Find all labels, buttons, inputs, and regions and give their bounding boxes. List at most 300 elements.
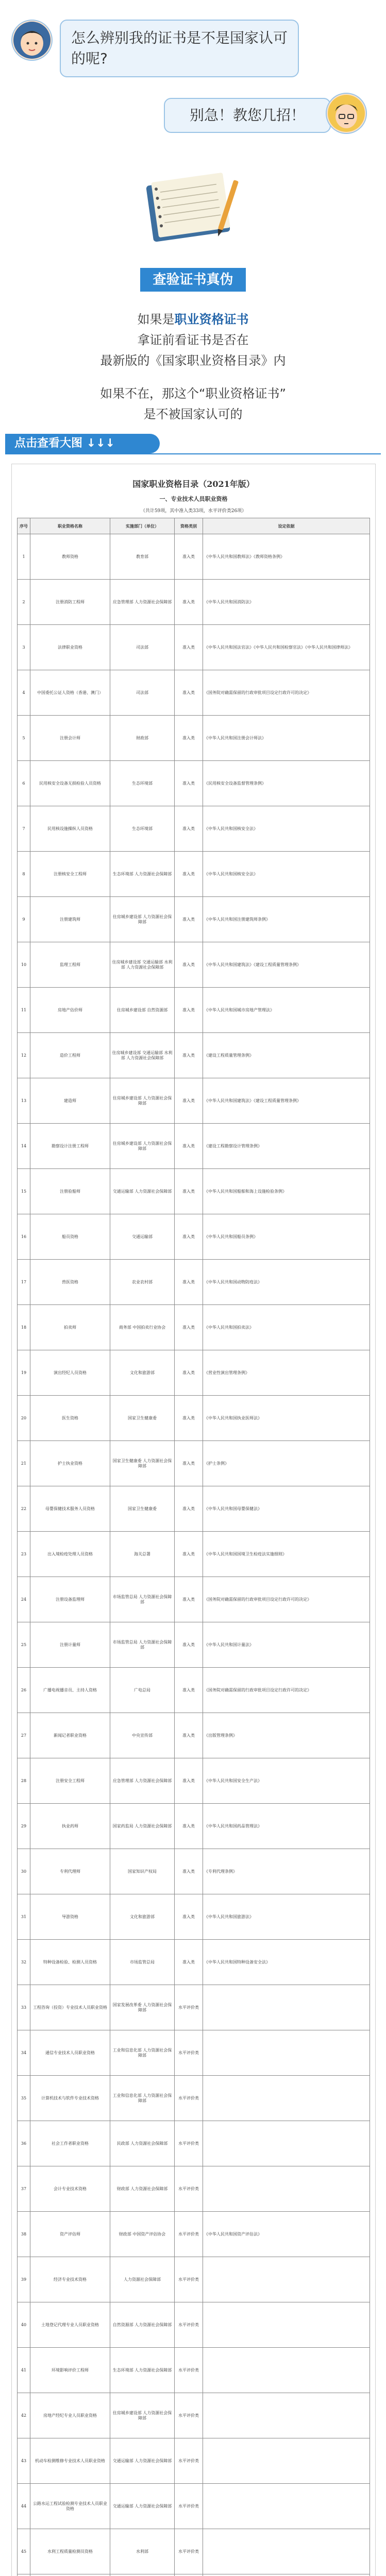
view-banner-text: 点击查看大图 ↓↓↓ xyxy=(14,437,115,450)
row-basis: 《护士条例》 xyxy=(203,1441,370,1486)
table-row xyxy=(18,2166,370,2212)
row-dept: 住房城乡建设部 人力资源社会保障部 xyxy=(110,1078,175,1124)
row-name: 公路水运工程试验检测专业技术人员职业资格 xyxy=(30,2484,110,2529)
row-index: 44 xyxy=(18,2484,30,2529)
row-basis: 《中华人民共和国注册建筑师条例》 xyxy=(203,897,370,942)
row-basis: 《出版管理条例》 xyxy=(203,1713,370,1758)
table-row xyxy=(18,1305,370,1350)
row-index: 26 xyxy=(18,1668,30,1713)
row-name: 房地产估价师 xyxy=(30,988,110,1033)
table-row xyxy=(18,2076,370,2121)
question-text: 怎么辨别我的证书是不是国家认可的呢? xyxy=(71,29,288,67)
table-row xyxy=(18,2438,370,2484)
table-row xyxy=(18,2484,370,2529)
row-type: 准入类 xyxy=(175,897,203,942)
row-basis: 《中华人民共和国动物防疫法》 xyxy=(203,1260,370,1305)
row-index: 7 xyxy=(18,806,30,852)
row-name: 社会工作者职业资格 xyxy=(30,2121,110,2166)
row-name: 注册验船师 xyxy=(30,1169,110,1214)
row-name: 特种设备检验、检测人员资格 xyxy=(30,1940,110,1985)
row-basis xyxy=(203,2121,370,2166)
row-dept: 市场监管总局 人力资源社会保障部 xyxy=(110,1622,175,1668)
row-type: 水平评价类 xyxy=(175,2121,203,2166)
table-row xyxy=(18,534,370,580)
row-dept: 住房城乡建设部 自然资源部 xyxy=(110,988,175,1033)
row-index: 30 xyxy=(18,1849,30,1894)
row-index: 14 xyxy=(18,1124,30,1169)
row-dept: 人力资源社会保障部 xyxy=(110,2257,175,2302)
row-basis xyxy=(203,2393,370,2438)
row-name: 执业药师 xyxy=(30,1804,110,1849)
table-header-row xyxy=(18,518,370,534)
row-index: 38 xyxy=(18,2212,30,2257)
row-dept: 财政部 中国资产评估协会 xyxy=(110,2212,175,2257)
table-row xyxy=(18,1033,370,1078)
tip-line-1-pre: 如果是 xyxy=(137,312,175,327)
avatar-woman xyxy=(11,20,53,61)
row-basis: 《中华人民共和国计量法》 xyxy=(203,1622,370,1668)
row-dept: 应急管理部 人力资源社会保障部 xyxy=(110,1758,175,1804)
catalog-table-body xyxy=(18,534,370,2576)
table-row xyxy=(18,942,370,988)
row-name: 工程咨询（投资）专业技术人员职业资格 xyxy=(30,1985,110,2030)
row-name xyxy=(30,2574,110,2576)
question-bubble xyxy=(60,20,299,77)
row-type: 准入类 xyxy=(175,625,203,670)
catalog-table xyxy=(17,518,370,2576)
row-dept: 应急管理部 人力资源社会保障部 xyxy=(110,580,175,625)
view-banner[interactable] xyxy=(5,434,160,453)
row-basis xyxy=(203,2574,370,2576)
row-basis: 《中华人民共和国安全生产法》 xyxy=(203,1758,370,1804)
row-basis xyxy=(203,2348,370,2393)
table-row xyxy=(18,2348,370,2393)
tip-line-4: 如果不在，那这个“职业资格证书” xyxy=(100,386,286,401)
row-index: 16 xyxy=(18,1214,30,1260)
row-dept: 国家卫生健康委 xyxy=(110,1396,175,1441)
table-row xyxy=(18,1622,370,1668)
row-basis: 《中华人民共和国母婴保健法》 xyxy=(203,1486,370,1532)
row-basis: 《国务院对确需保留的行政审批项目设定行政许可的决定》 xyxy=(203,1668,370,1713)
row-index: 29 xyxy=(18,1804,30,1849)
table-row xyxy=(18,716,370,761)
row-basis: 《中华人民共和国旅游法》 xyxy=(203,1894,370,1940)
row-type: 准入类 xyxy=(175,1305,203,1350)
row-index: 41 xyxy=(18,2348,30,2393)
row-dept: 住房城乡建设部 人力资源社会保障部 xyxy=(110,1124,175,1169)
table-row xyxy=(18,897,370,942)
row-type: 准入类 xyxy=(175,670,203,716)
row-name: 专利代理师 xyxy=(30,1849,110,1894)
row-type: 水平评价类 xyxy=(175,2030,203,2076)
row-dept: 国家卫生健康委 xyxy=(110,1486,175,1532)
row-index: 32 xyxy=(18,1940,30,1985)
row-basis: 《中华人民共和国国境卫生检疫法实施细则》 xyxy=(203,1532,370,1577)
row-dept: 中央宣传部 xyxy=(110,1713,175,1758)
row-index: 40 xyxy=(18,2302,30,2348)
table-row xyxy=(18,1713,370,1758)
table-row xyxy=(18,1396,370,1441)
row-type: 准入类 xyxy=(175,534,203,580)
row-type: 水平评价类 xyxy=(175,2166,203,2212)
row-index: 43 xyxy=(18,2438,30,2484)
row-dept: 教育部 xyxy=(110,534,175,580)
tip-highlight-catalog: 《国家职业资格目录》 xyxy=(149,353,274,368)
row-dept: 住房城乡建设部 人力资源社会保障部 xyxy=(110,2393,175,2438)
row-dept: 住房城乡建设部 人力资源社会保障部 xyxy=(110,897,175,942)
row-name: 法律职业资格 xyxy=(30,625,110,670)
row-basis: 《民用核安全设备监督管理条例》 xyxy=(203,761,370,806)
table-row xyxy=(18,1758,370,1804)
row-name: 勘察设计注册工程师 xyxy=(30,1124,110,1169)
table-row xyxy=(18,1985,370,2030)
row-type: 准入类 xyxy=(175,1713,203,1758)
table-row xyxy=(18,1214,370,1260)
row-type: 准入类 xyxy=(175,1577,203,1622)
row-name: 造价工程师 xyxy=(30,1033,110,1078)
row-type: 准入类 xyxy=(175,1940,203,1985)
row-dept: 国家知识产权局 xyxy=(110,1849,175,1894)
row-basis: 《专利代理条例》 xyxy=(203,1849,370,1894)
row-dept: 市场监管总局 人力资源社会保障部 xyxy=(110,1577,175,1622)
table-row xyxy=(18,2030,370,2076)
row-basis xyxy=(203,2484,370,2529)
row-name: 兽医资格 xyxy=(30,1260,110,1305)
man-face-icon xyxy=(327,94,366,133)
row-type: 准入类 xyxy=(175,716,203,761)
row-index: 17 xyxy=(18,1260,30,1305)
header-dept: 实施部门（单位） xyxy=(110,518,175,534)
table-row xyxy=(18,988,370,1033)
table-row xyxy=(18,1940,370,1985)
row-type: 准入类 xyxy=(175,1169,203,1214)
row-type: 准入类 xyxy=(175,852,203,897)
row-type: 水平评价类 xyxy=(175,1985,203,2030)
table-row xyxy=(18,1260,370,1305)
row-dept: 生态环境部 人力资源社会保障部 xyxy=(110,2348,175,2393)
row-name: 注册安全工程师 xyxy=(30,1758,110,1804)
row-index: 13 xyxy=(18,1078,30,1124)
tip-line-2: 拿证前看证书是否在 xyxy=(137,333,249,347)
row-name: 注册设备监理师 xyxy=(30,1577,110,1622)
row-name: 水利工程质量检测员资格 xyxy=(30,2529,110,2574)
row-index: 45 xyxy=(18,2529,30,2574)
row-type: 准入类 xyxy=(175,1894,203,1940)
row-dept: 文化和旅游部 xyxy=(110,1894,175,1940)
verify-banner-text: 查验证书真伪 xyxy=(153,272,233,287)
row-dept: 财政部 xyxy=(110,716,175,761)
row-type: 水平评价类 xyxy=(175,2393,203,2438)
row-basis: 《中华人民共和国药品管理法》 xyxy=(203,1804,370,1849)
row-index: 10 xyxy=(18,942,30,988)
row-index: 4 xyxy=(18,670,30,716)
row-name: 中国委托公证人资格（香港、澳门） xyxy=(30,670,110,716)
table-row xyxy=(18,761,370,806)
row-index: 31 xyxy=(18,1894,30,1940)
row-type: 水平评价类 xyxy=(175,2529,203,2574)
row-dept: 生态环境部 xyxy=(110,806,175,852)
row-basis xyxy=(203,2529,370,2574)
row-name: 经济专业技术资格 xyxy=(30,2257,110,2302)
row-name: 注册建筑师 xyxy=(30,897,110,942)
row-index: 20 xyxy=(18,1396,30,1441)
row-dept: 国家药监局 人力资源社会保障部 xyxy=(110,1804,175,1849)
row-name: 拍卖师 xyxy=(30,1305,110,1350)
row-basis: 《中华人民共和国船舶和海上设施检验条例》 xyxy=(203,1169,370,1214)
table-row xyxy=(18,670,370,716)
table-row xyxy=(18,2529,370,2574)
table-row xyxy=(18,2257,370,2302)
table-row xyxy=(18,1804,370,1849)
answer-text: 别急！教您几招！ xyxy=(189,107,305,124)
notebook-illustration xyxy=(139,170,247,242)
row-basis: 《建设工程质量管理条例》 xyxy=(203,1033,370,1078)
row-dept: 国家卫生健康委 人力资源社会保障部 xyxy=(110,1441,175,1486)
row-name: 机动车检测维修专业技术人员职业资格 xyxy=(30,2438,110,2484)
row-index: 27 xyxy=(18,1713,30,1758)
row-dept xyxy=(110,2574,175,2576)
row-dept: 工业和信息化部 人力资源社会保障部 xyxy=(110,2076,175,2121)
table-row xyxy=(18,1668,370,1713)
row-dept: 司法部 xyxy=(110,670,175,716)
row-index: 8 xyxy=(18,852,30,897)
row-basis xyxy=(203,2438,370,2484)
table-row xyxy=(18,1441,370,1486)
row-basis xyxy=(203,2302,370,2348)
row-basis: 《中华人民共和国城市房地产管理法》 xyxy=(203,988,370,1033)
row-dept: 自然资源部 人力资源社会保障部 xyxy=(110,2302,175,2348)
row-type: 水平评价类 xyxy=(175,2484,203,2529)
tip-line-3-pre: 最新版的 xyxy=(100,353,150,368)
row-name: 注册消防工程师 xyxy=(30,580,110,625)
row-dept: 国家发展改革委 人力资源社会保障部 xyxy=(110,1985,175,2030)
doc-summary: （共计59项，其中准入类33项，水平评价类26项） xyxy=(140,509,247,514)
table-row xyxy=(18,1894,370,1940)
row-index: 3 xyxy=(18,625,30,670)
row-index: 21 xyxy=(18,1441,30,1486)
row-name: 民用核安全设备无损检验人员资格 xyxy=(30,761,110,806)
table-row xyxy=(18,1577,370,1622)
row-index: 9 xyxy=(18,897,30,942)
header-type: 资格类别 xyxy=(175,518,203,534)
table-row xyxy=(18,806,370,852)
row-name: 通信专业技术人员职业资格 xyxy=(30,2030,110,2076)
row-type: 准入类 xyxy=(175,1441,203,1486)
row-basis: 《中华人民共和国船员条例》 xyxy=(203,1214,370,1260)
row-type: 水平评价类 xyxy=(175,2212,203,2257)
row-name: 土地登记代理专业人员职业资格 xyxy=(30,2302,110,2348)
row-dept: 生态环境部 xyxy=(110,761,175,806)
row-type: 准入类 xyxy=(175,1033,203,1078)
tip-block xyxy=(0,309,386,425)
table-row xyxy=(18,2574,370,2576)
row-dept: 住房城乡建设部 交通运输部 水利部 人力资源社会保障部 xyxy=(110,1033,175,1078)
row-name: 新闻记者职业资格 xyxy=(30,1713,110,1758)
row-basis: 《中华人民共和国消防法》 xyxy=(203,580,370,625)
tip-highlight-cert: 职业资格证书 xyxy=(174,312,249,327)
row-basis: 《中华人民共和国建筑法》《建设工程质量管理条例》 xyxy=(203,1078,370,1124)
row-type: 准入类 xyxy=(175,1849,203,1894)
table-row xyxy=(18,2393,370,2438)
row-dept: 住房城乡建设部 交通运输部 水利部 人力资源社会保障部 xyxy=(110,942,175,988)
row-name: 房地产经纪专业人员职业资格 xyxy=(30,2393,110,2438)
row-index: 37 xyxy=(18,2166,30,2212)
verify-banner xyxy=(140,268,246,292)
row-basis: 《中华人民共和国注册会计师法》 xyxy=(203,716,370,761)
doc-title: 国家职业资格目录（2021年版） xyxy=(132,479,255,489)
row-dept: 财政部 人力资源社会保障部 xyxy=(110,2166,175,2212)
row-basis xyxy=(203,2166,370,2212)
row-name: 母婴保健技术服务人员资格 xyxy=(30,1486,110,1532)
row-name: 船员资格 xyxy=(30,1214,110,1260)
row-index: 23 xyxy=(18,1532,30,1577)
table-row xyxy=(18,1124,370,1169)
row-index: 25 xyxy=(18,1622,30,1668)
row-basis: 《中华人民共和国核安全法》 xyxy=(203,806,370,852)
row-index: 28 xyxy=(18,1758,30,1804)
row-basis xyxy=(203,2076,370,2121)
row-type: 准入类 xyxy=(175,1532,203,1577)
row-type: 准入类 xyxy=(175,1804,203,1849)
row-index: 34 xyxy=(18,2030,30,2076)
row-index: 6 xyxy=(18,761,30,806)
row-type: 准入类 xyxy=(175,1758,203,1804)
row-name: 环境影响评价工程师 xyxy=(30,2348,110,2393)
row-basis: 《中华人民共和国拍卖法》 xyxy=(203,1305,370,1350)
row-name: 注册核安全工程师 xyxy=(30,852,110,897)
table-row xyxy=(18,625,370,670)
row-basis: 《中华人民共和国法官法》《中华人民共和国检察官法》《中华人民共和国律师法》 xyxy=(203,625,370,670)
row-name: 广播电视播音员、主持人资格 xyxy=(30,1668,110,1713)
row-name: 会计专业技术资格 xyxy=(30,2166,110,2212)
tip-line-3 xyxy=(0,350,386,371)
row-type: 准入类 xyxy=(175,580,203,625)
row-dept: 司法部 xyxy=(110,625,175,670)
row-basis: 《中华人民共和国资产评估法》 xyxy=(203,2212,370,2257)
header-basis: 设定依据 xyxy=(203,518,370,534)
row-basis: 《中华人民共和国教师法》《教师资格条例》 xyxy=(203,534,370,580)
row-dept: 交通运输部 人力资源社会保障部 xyxy=(110,2438,175,2484)
row-basis: 《国务院对确需保留的行政审批项目设定行政许可的决定》 xyxy=(203,670,370,716)
row-type: 准入类 xyxy=(175,1350,203,1396)
row-index: 42 xyxy=(18,2393,30,2438)
row-index: 12 xyxy=(18,1033,30,1078)
row-type: 准入类 xyxy=(175,1622,203,1668)
row-index: 2 xyxy=(18,580,30,625)
row-name: 注册计量师 xyxy=(30,1622,110,1668)
row-basis xyxy=(203,1985,370,2030)
row-index: 19 xyxy=(18,1350,30,1396)
row-type: 准入类 xyxy=(175,988,203,1033)
row-index: 22 xyxy=(18,1486,30,1532)
row-dept: 水利部 xyxy=(110,2529,175,2574)
row-name: 医生资格 xyxy=(30,1396,110,1441)
row-dept: 工业和信息化部 人力资源社会保障部 xyxy=(110,2030,175,2076)
notebook-icon xyxy=(139,170,247,242)
woman-face-icon xyxy=(12,21,52,60)
row-dept: 民政部 人力资源社会保障部 xyxy=(110,2121,175,2166)
row-type: 准入类 xyxy=(175,1260,203,1305)
table-row xyxy=(18,2212,370,2257)
table-row xyxy=(18,1078,370,1124)
row-index: 5 xyxy=(18,716,30,761)
catalog-document[interactable] xyxy=(11,464,376,2576)
row-basis: 《中华人民共和国建筑法》《建设工程质量管理条例》 xyxy=(203,942,370,988)
doc-section: 一、专业技术人员职业资格 xyxy=(159,496,228,502)
row-basis: 《建设工程勘察设计管理条例》 xyxy=(203,1124,370,1169)
tip-line-5: 是不被国家认可的 xyxy=(143,407,243,421)
table-row xyxy=(18,1849,370,1894)
row-type: 准入类 xyxy=(175,1214,203,1260)
row-dept: 交通运输部 xyxy=(110,1214,175,1260)
table-row xyxy=(18,1169,370,1214)
row-name: 导游资格 xyxy=(30,1894,110,1940)
row-name: 民用核设施操纵人员资格 xyxy=(30,806,110,852)
row-type: 准入类 xyxy=(175,1486,203,1532)
row-type: 准入类 xyxy=(175,1396,203,1441)
row-index: 15 xyxy=(18,1169,30,1214)
row-index: 1 xyxy=(18,534,30,580)
row-dept: 市场监管总局 xyxy=(110,1940,175,1985)
tip-line-3-post: 内 xyxy=(273,353,286,368)
row-index: 35 xyxy=(18,2076,30,2121)
row-index: 36 xyxy=(18,2121,30,2166)
row-index: 18 xyxy=(18,1305,30,1350)
row-dept: 海关总署 xyxy=(110,1532,175,1577)
divider-line xyxy=(5,453,381,454)
row-basis: 《营业性演出管理条例》 xyxy=(203,1350,370,1396)
row-basis: 《中华人民共和国执业医师法》 xyxy=(203,1396,370,1441)
row-dept: 广电总局 xyxy=(110,1668,175,1713)
row-type: 准入类 xyxy=(175,761,203,806)
table-row xyxy=(18,852,370,897)
row-name: 演出经纪人员资格 xyxy=(30,1350,110,1396)
avatar-man xyxy=(326,93,367,134)
row-name: 计算机技术与软件专业技术资格 xyxy=(30,2076,110,2121)
row-dept: 商务部 中国拍卖行业协会 xyxy=(110,1305,175,1350)
row-index: 33 xyxy=(18,1985,30,2030)
row-type: 准入类 xyxy=(175,942,203,988)
row-type: 水平评价类 xyxy=(175,2076,203,2121)
row-type: 准入类 xyxy=(175,1124,203,1169)
row-basis: 《中华人民共和国特种设备安全法》 xyxy=(203,1940,370,1985)
row-name: 资产评估师 xyxy=(30,2212,110,2257)
row-dept: 交通运输部 人力资源社会保障部 xyxy=(110,1169,175,1214)
table-row xyxy=(18,580,370,625)
row-dept: 文化和旅游部 xyxy=(110,1350,175,1396)
row-name: 护士执业资格 xyxy=(30,1441,110,1486)
row-index: 24 xyxy=(18,1577,30,1622)
row-type: 水平评价类 xyxy=(175,2438,203,2484)
row-dept: 交通运输部 人力资源社会保障部 xyxy=(110,2484,175,2529)
row-dept: 生态环境部 人力资源社会保障部 xyxy=(110,852,175,897)
row-index: 39 xyxy=(18,2257,30,2302)
header-index: 序号 xyxy=(18,518,30,534)
row-basis: 《中华人民共和国核安全法》 xyxy=(203,852,370,897)
row-type: 水平评价类 xyxy=(175,2348,203,2393)
table-row xyxy=(18,2302,370,2348)
row-type: 准入类 xyxy=(175,1078,203,1124)
table-row xyxy=(18,2121,370,2166)
row-type: 水平评价类 xyxy=(175,2257,203,2302)
row-type: 准入类 xyxy=(175,806,203,852)
row-index: 11 xyxy=(18,988,30,1033)
row-type: 水平评价类 xyxy=(175,2302,203,2348)
row-dept: 农业农村部 xyxy=(110,1260,175,1305)
table-row xyxy=(18,1532,370,1577)
row-name: 注册会计师 xyxy=(30,716,110,761)
row-type: 准入类 xyxy=(175,1668,203,1713)
